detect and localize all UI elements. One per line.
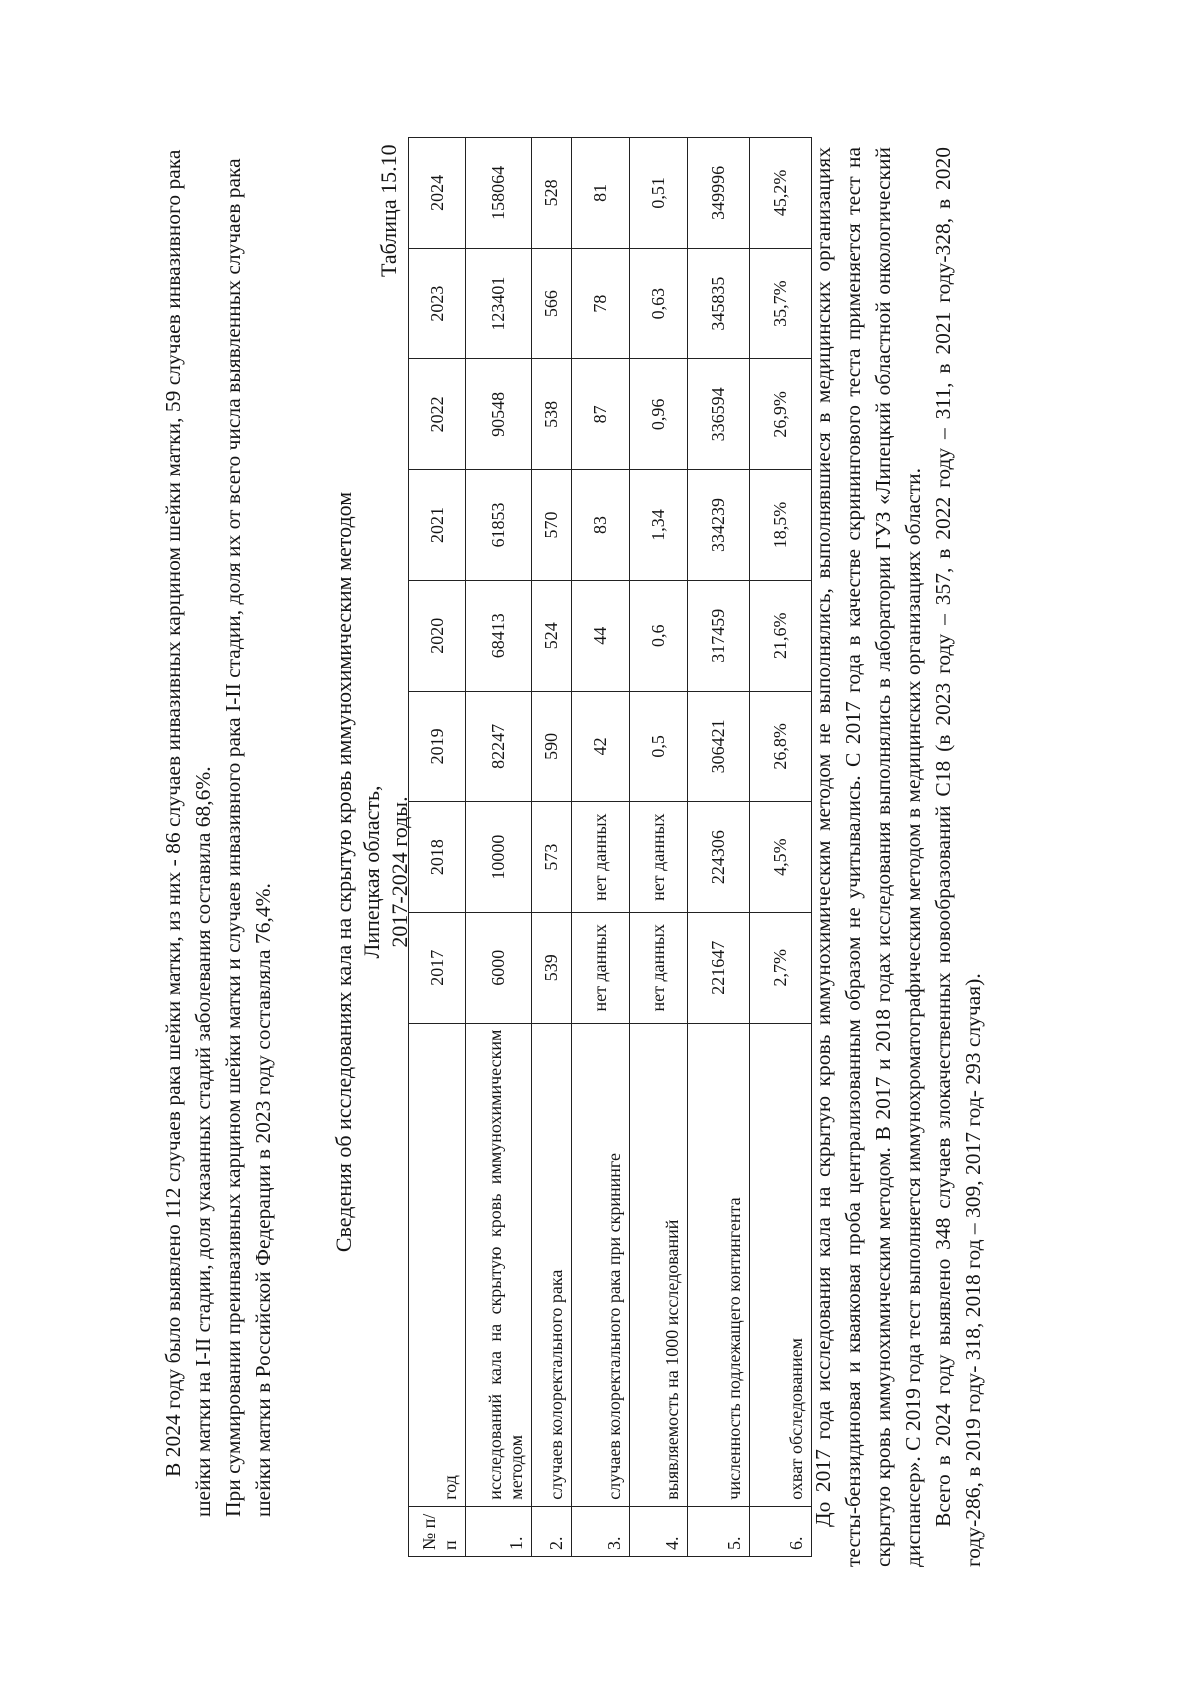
row-number: 2. <box>532 1506 572 1556</box>
table-cell: 528 <box>532 138 572 249</box>
table-cell: нет данных <box>630 802 688 913</box>
table-cell: 81 <box>572 138 630 249</box>
header-year: 2020 <box>409 580 466 691</box>
table-cell: нет данных <box>630 912 688 1023</box>
table-row <box>466 138 532 1557</box>
table-row <box>688 138 750 1557</box>
table-caption <box>330 447 414 1297</box>
table-cell: 538 <box>532 359 572 470</box>
table-cell: нет данных <box>572 912 630 1023</box>
table-header-row <box>409 138 466 1557</box>
row-number: 3. <box>572 1506 630 1556</box>
table-cell: 334239 <box>688 470 750 581</box>
table-cell: 45,2% <box>750 138 812 249</box>
row-label: случаев колоректального рака <box>532 1023 572 1506</box>
table-cell: 590 <box>532 691 572 802</box>
header-year: 2024 <box>409 138 466 249</box>
table-cell: 345835 <box>688 248 750 359</box>
intro-paragraph-2: При суммировании преинвазивных карцином шейки матки и случаев инвазивного рака I-II стадии, доля их от всего числа выявленных случаев рака шейки матки в Российской Федерации в 2023 году составляла 76,4%. <box>221 158 275 1517</box>
table-row <box>572 138 630 1557</box>
table-cell: 42 <box>572 691 630 802</box>
table-cell: 83 <box>572 470 630 581</box>
caption-line-1: Сведения об исследованиях кала на скрытую кровь иммунохимическим методом Липецкая область, <box>331 491 384 1253</box>
table-cell: 158064 <box>466 138 532 249</box>
table-cell: 2,7% <box>750 912 812 1023</box>
table-cell: 35,7% <box>750 248 812 359</box>
screening-table <box>408 137 812 1557</box>
table-cell: 306421 <box>688 691 750 802</box>
table-cell: 317459 <box>688 580 750 691</box>
header-year: 2019 <box>409 691 466 802</box>
row-label: исследований кала на скрытую кровь иммунохимическим методом <box>466 1023 532 1506</box>
header-year: 2017 <box>409 912 466 1023</box>
table-cell: 566 <box>532 248 572 359</box>
table-cell: 82247 <box>466 691 532 802</box>
table-cell: 18,5% <box>750 470 812 581</box>
header-label: год <box>409 1023 466 1506</box>
table-cell: 1,34 <box>630 470 688 581</box>
table-cell: 4,5% <box>750 802 812 913</box>
table-cell: 6000 <box>466 912 532 1023</box>
row-label: случаев колоректального рака при скрининге <box>572 1023 630 1506</box>
table-row <box>532 138 572 1557</box>
body-paragraph-2: Всего в 2024 году выявлено 348 случаев злокачественных новообразований С18 (в 2023 году – 357, в 2022 году – 311, в 2021 году-328, в 2020 году-286, в 2019 году- 318, 2018 год – 309, 2017 год- 293 случая). <box>931 147 985 1567</box>
table-cell: 0,5 <box>630 691 688 802</box>
row-number: 1. <box>466 1506 532 1556</box>
table-cell: 524 <box>532 580 572 691</box>
table-cell: 21,6% <box>750 580 812 691</box>
table-cell: 26,9% <box>750 359 812 470</box>
table-cell: 349996 <box>688 138 750 249</box>
table-cell: 61853 <box>466 470 532 581</box>
intro-text <box>158 137 278 1517</box>
table-cell: 539 <box>532 912 572 1023</box>
table-cell: 0,63 <box>630 248 688 359</box>
table-cell: 570 <box>532 470 572 581</box>
table-cell: 68413 <box>466 580 532 691</box>
table-cell: 78 <box>572 248 630 359</box>
table-cell: 10000 <box>466 802 532 913</box>
row-label: выявляемость на 1000 исследований <box>630 1023 688 1506</box>
row-number: 5. <box>688 1506 750 1556</box>
table-cell: 573 <box>532 802 572 913</box>
body-paragraph-1: До 2017 года исследования кала на скрытую кровь иммунохимическим методом не выполнялись, выполнявшиеся в медицинских организациях тесты-бензидиновая и кваяковая проба централизованным образом не учитывались. С 2017 года в качестве скринингового теста применяется тест на скрытую кровь иммунохимическим методом. В 2017 и 2018 годах исследования выполнялись в лаборатории ГУЗ «Липецкий областной онкологический диспансер». С 2019 года тест выполняется иммунохроматографическим методом в медицинских организациях области. <box>811 147 925 1567</box>
table-row <box>630 138 688 1557</box>
intro-paragraph-1: В 2024 году было выявлено 112 случаев рака шейки матки, из них - 86 случаев инвазивных карцином шейки матки, 59 случаев инвазивного рака шейки матки на I-II стадии, доля указанных стадий заболевания составила 68,6%. <box>161 149 215 1517</box>
table-cell: 90548 <box>466 359 532 470</box>
table-cell: 0,96 <box>630 359 688 470</box>
row-number: 4. <box>630 1506 688 1556</box>
header-number: № п/п <box>409 1506 466 1556</box>
table-cell: 336594 <box>688 359 750 470</box>
table-cell: 221647 <box>688 912 750 1023</box>
table-cell: 44 <box>572 580 630 691</box>
header-year: 2018 <box>409 802 466 913</box>
table-cell: 0,51 <box>630 138 688 249</box>
header-year: 2021 <box>409 470 466 581</box>
table-cell: 0,6 <box>630 580 688 691</box>
table-cell: 87 <box>572 359 630 470</box>
header-year: 2023 <box>409 248 466 359</box>
row-label: охват обследованием <box>750 1023 812 1506</box>
row-label: численность подлежащего контингента <box>688 1023 750 1506</box>
table-cell: нет данных <box>572 802 630 913</box>
table-cell: 26,8% <box>750 691 812 802</box>
row-number: 6. <box>750 1506 812 1556</box>
header-year: 2022 <box>409 359 466 470</box>
table-number: Таблица 15.10 <box>376 144 401 277</box>
table-row <box>750 138 812 1557</box>
table-cell: 123401 <box>466 248 532 359</box>
caption-line-2: 2017-2024 годы. <box>387 796 412 948</box>
table-cell: 224306 <box>688 802 750 913</box>
body-text <box>808 147 988 1567</box>
